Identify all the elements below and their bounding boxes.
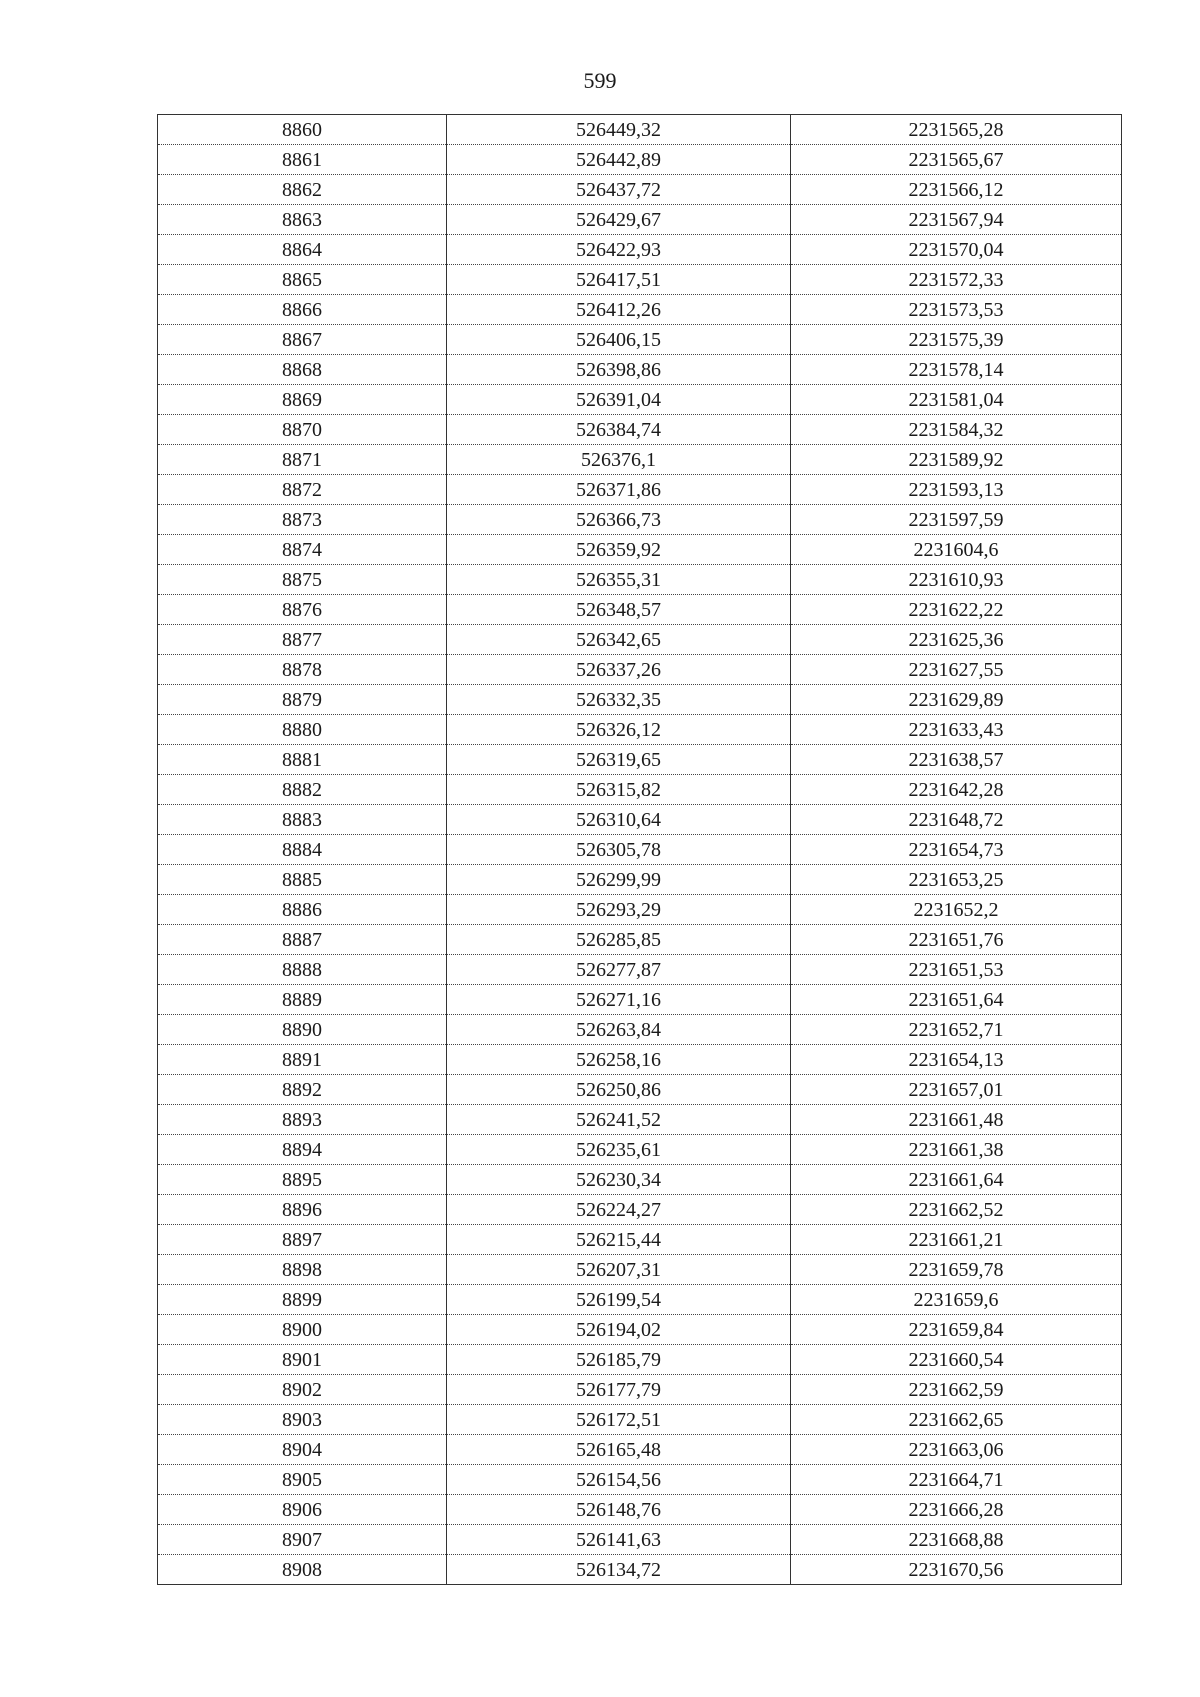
x-coordinate-cell: 526235,61 — [447, 1135, 791, 1165]
x-coordinate-cell: 526315,82 — [447, 775, 791, 805]
table-row — [158, 1555, 1122, 1585]
table-row — [158, 1195, 1122, 1225]
y-coordinate-cell: 2231661,21 — [791, 1225, 1122, 1255]
table-row — [158, 685, 1122, 715]
table-row — [158, 625, 1122, 655]
x-coordinate-cell: 526215,44 — [447, 1225, 791, 1255]
table-row — [158, 235, 1122, 265]
x-coordinate-cell: 526429,67 — [447, 205, 791, 235]
y-coordinate-cell: 2231575,39 — [791, 325, 1122, 355]
x-coordinate-cell: 526371,86 — [447, 475, 791, 505]
point-number-cell: 8860 — [158, 115, 447, 145]
point-number-cell: 8900 — [158, 1315, 447, 1345]
point-number-cell: 8867 — [158, 325, 447, 355]
point-number-cell: 8907 — [158, 1525, 447, 1555]
y-coordinate-cell: 2231625,36 — [791, 625, 1122, 655]
x-coordinate-cell: 526449,32 — [447, 115, 791, 145]
table-row — [158, 1225, 1122, 1255]
point-number-cell: 8905 — [158, 1465, 447, 1495]
coordinates-table — [157, 114, 1122, 1585]
point-number-cell: 8898 — [158, 1255, 447, 1285]
point-number-cell: 8881 — [158, 745, 447, 775]
point-number-cell: 8886 — [158, 895, 447, 925]
x-coordinate-cell: 526348,57 — [447, 595, 791, 625]
table-row — [158, 1135, 1122, 1165]
table-row — [158, 835, 1122, 865]
point-number-cell: 8891 — [158, 1045, 447, 1075]
x-coordinate-cell: 526154,56 — [447, 1465, 791, 1495]
y-coordinate-cell: 2231566,12 — [791, 175, 1122, 205]
y-coordinate-cell: 2231666,28 — [791, 1495, 1122, 1525]
point-number-cell: 8862 — [158, 175, 447, 205]
point-number-cell: 8894 — [158, 1135, 447, 1165]
y-coordinate-cell: 2231654,73 — [791, 835, 1122, 865]
y-coordinate-cell: 2231662,65 — [791, 1405, 1122, 1435]
table-row — [158, 1165, 1122, 1195]
point-number-cell: 8861 — [158, 145, 447, 175]
table-row — [158, 1435, 1122, 1465]
point-number-cell: 8889 — [158, 985, 447, 1015]
point-number-cell: 8902 — [158, 1375, 447, 1405]
x-coordinate-cell: 526355,31 — [447, 565, 791, 595]
x-coordinate-cell: 526207,31 — [447, 1255, 791, 1285]
table-row — [158, 505, 1122, 535]
table-row — [158, 1315, 1122, 1345]
x-coordinate-cell: 526412,26 — [447, 295, 791, 325]
x-coordinate-cell: 526359,92 — [447, 535, 791, 565]
table-row — [158, 865, 1122, 895]
x-coordinate-cell: 526230,34 — [447, 1165, 791, 1195]
point-number-cell: 8869 — [158, 385, 447, 415]
point-number-cell: 8863 — [158, 205, 447, 235]
x-coordinate-cell: 526310,64 — [447, 805, 791, 835]
table-row — [158, 535, 1122, 565]
point-number-cell: 8892 — [158, 1075, 447, 1105]
y-coordinate-cell: 2231581,04 — [791, 385, 1122, 415]
y-coordinate-cell: 2231668,88 — [791, 1525, 1122, 1555]
point-number-cell: 8865 — [158, 265, 447, 295]
x-coordinate-cell: 526271,16 — [447, 985, 791, 1015]
table-row — [158, 1405, 1122, 1435]
y-coordinate-cell: 2231567,94 — [791, 205, 1122, 235]
point-number-cell: 8871 — [158, 445, 447, 475]
y-coordinate-cell: 2231664,71 — [791, 1465, 1122, 1495]
table-row — [158, 175, 1122, 205]
y-coordinate-cell: 2231660,54 — [791, 1345, 1122, 1375]
x-coordinate-cell: 526194,02 — [447, 1315, 791, 1345]
point-number-cell: 8903 — [158, 1405, 447, 1435]
x-coordinate-cell: 526285,85 — [447, 925, 791, 955]
x-coordinate-cell: 526332,35 — [447, 685, 791, 715]
y-coordinate-cell: 2231659,78 — [791, 1255, 1122, 1285]
x-coordinate-cell: 526172,51 — [447, 1405, 791, 1435]
table-row — [158, 1075, 1122, 1105]
point-number-cell: 8878 — [158, 655, 447, 685]
y-coordinate-cell: 2231642,28 — [791, 775, 1122, 805]
table-row — [158, 1015, 1122, 1045]
point-number-cell: 8884 — [158, 835, 447, 865]
y-coordinate-cell: 2231659,84 — [791, 1315, 1122, 1345]
y-coordinate-cell: 2231572,33 — [791, 265, 1122, 295]
x-coordinate-cell: 526258,16 — [447, 1045, 791, 1075]
x-coordinate-cell: 526134,72 — [447, 1555, 791, 1585]
y-coordinate-cell: 2231565,67 — [791, 145, 1122, 175]
x-coordinate-cell: 526177,79 — [447, 1375, 791, 1405]
table-row — [158, 805, 1122, 835]
y-coordinate-cell: 2231651,64 — [791, 985, 1122, 1015]
point-number-cell: 8877 — [158, 625, 447, 655]
table-row — [158, 655, 1122, 685]
point-number-cell: 8893 — [158, 1105, 447, 1135]
point-number-cell: 8870 — [158, 415, 447, 445]
point-number-cell: 8901 — [158, 1345, 447, 1375]
y-coordinate-cell: 2231627,55 — [791, 655, 1122, 685]
y-coordinate-cell: 2231661,64 — [791, 1165, 1122, 1195]
y-coordinate-cell: 2231654,13 — [791, 1045, 1122, 1075]
x-coordinate-cell: 526376,1 — [447, 445, 791, 475]
x-coordinate-cell: 526422,93 — [447, 235, 791, 265]
table-row — [158, 1285, 1122, 1315]
x-coordinate-cell: 526299,99 — [447, 865, 791, 895]
point-number-cell: 8864 — [158, 235, 447, 265]
y-coordinate-cell: 2231662,52 — [791, 1195, 1122, 1225]
y-coordinate-cell: 2231661,38 — [791, 1135, 1122, 1165]
point-number-cell: 8890 — [158, 1015, 447, 1045]
y-coordinate-cell: 2231659,6 — [791, 1285, 1122, 1315]
point-number-cell: 8887 — [158, 925, 447, 955]
x-coordinate-cell: 526224,27 — [447, 1195, 791, 1225]
point-number-cell: 8904 — [158, 1435, 447, 1465]
point-number-cell: 8866 — [158, 295, 447, 325]
table-row — [158, 385, 1122, 415]
point-number-cell: 8895 — [158, 1165, 447, 1195]
table-row — [158, 1345, 1122, 1375]
y-coordinate-cell: 2231651,76 — [791, 925, 1122, 955]
x-coordinate-cell: 526141,63 — [447, 1525, 791, 1555]
y-coordinate-cell: 2231633,43 — [791, 715, 1122, 745]
y-coordinate-cell: 2231622,22 — [791, 595, 1122, 625]
point-number-cell: 8874 — [158, 535, 447, 565]
table-row — [158, 145, 1122, 175]
page-number: 599 — [583, 68, 617, 93]
y-coordinate-cell: 2231653,25 — [791, 865, 1122, 895]
table-row — [158, 1105, 1122, 1135]
x-coordinate-cell: 526366,73 — [447, 505, 791, 535]
y-coordinate-cell: 2231648,72 — [791, 805, 1122, 835]
table-row — [158, 1465, 1122, 1495]
y-coordinate-cell: 2231638,57 — [791, 745, 1122, 775]
table-row — [158, 445, 1122, 475]
table-row — [158, 1525, 1122, 1555]
table-row — [158, 115, 1122, 145]
y-coordinate-cell: 2231573,53 — [791, 295, 1122, 325]
table-row — [158, 1375, 1122, 1405]
y-coordinate-cell: 2231584,32 — [791, 415, 1122, 445]
table-row — [158, 205, 1122, 235]
y-coordinate-cell: 2231565,28 — [791, 115, 1122, 145]
point-number-cell: 8899 — [158, 1285, 447, 1315]
point-number-cell: 8906 — [158, 1495, 447, 1525]
table-row — [158, 595, 1122, 625]
table-row — [158, 265, 1122, 295]
x-coordinate-cell: 526148,76 — [447, 1495, 791, 1525]
point-number-cell: 8896 — [158, 1195, 447, 1225]
table-row — [158, 745, 1122, 775]
y-coordinate-cell: 2231578,14 — [791, 355, 1122, 385]
x-coordinate-cell: 526406,15 — [447, 325, 791, 355]
x-coordinate-cell: 526326,12 — [447, 715, 791, 745]
point-number-cell: 8873 — [158, 505, 447, 535]
y-coordinate-cell: 2231570,04 — [791, 235, 1122, 265]
table-row — [158, 475, 1122, 505]
y-coordinate-cell: 2231662,59 — [791, 1375, 1122, 1405]
y-coordinate-cell: 2231661,48 — [791, 1105, 1122, 1135]
x-coordinate-cell: 526442,89 — [447, 145, 791, 175]
y-coordinate-cell: 2231670,56 — [791, 1555, 1122, 1585]
y-coordinate-cell: 2231610,93 — [791, 565, 1122, 595]
y-coordinate-cell: 2231652,71 — [791, 1015, 1122, 1045]
point-number-cell: 8868 — [158, 355, 447, 385]
x-coordinate-cell: 526417,51 — [447, 265, 791, 295]
x-coordinate-cell: 526263,84 — [447, 1015, 791, 1045]
x-coordinate-cell: 526391,04 — [447, 385, 791, 415]
y-coordinate-cell: 2231589,92 — [791, 445, 1122, 475]
table-row — [158, 775, 1122, 805]
table-row — [158, 1495, 1122, 1525]
x-coordinate-cell: 526165,48 — [447, 1435, 791, 1465]
x-coordinate-cell: 526437,72 — [447, 175, 791, 205]
x-coordinate-cell: 526319,65 — [447, 745, 791, 775]
y-coordinate-cell: 2231593,13 — [791, 475, 1122, 505]
point-number-cell: 8876 — [158, 595, 447, 625]
x-coordinate-cell: 526342,65 — [447, 625, 791, 655]
table-row — [158, 325, 1122, 355]
x-coordinate-cell: 526241,52 — [447, 1105, 791, 1135]
table-row — [158, 415, 1122, 445]
point-number-cell: 8897 — [158, 1225, 447, 1255]
y-coordinate-cell: 2231657,01 — [791, 1075, 1122, 1105]
x-coordinate-cell: 526199,54 — [447, 1285, 791, 1315]
point-number-cell: 8879 — [158, 685, 447, 715]
table-row — [158, 355, 1122, 385]
point-number-cell: 8885 — [158, 865, 447, 895]
table-row — [158, 985, 1122, 1015]
x-coordinate-cell: 526398,86 — [447, 355, 791, 385]
coordinates-table-body — [158, 115, 1122, 1585]
point-number-cell: 8880 — [158, 715, 447, 745]
point-number-cell: 8875 — [158, 565, 447, 595]
table-row — [158, 955, 1122, 985]
x-coordinate-cell: 526337,26 — [447, 655, 791, 685]
y-coordinate-cell: 2231652,2 — [791, 895, 1122, 925]
x-coordinate-cell: 526185,79 — [447, 1345, 791, 1375]
table-row — [158, 1045, 1122, 1075]
table-row — [158, 925, 1122, 955]
y-coordinate-cell: 2231651,53 — [791, 955, 1122, 985]
x-coordinate-cell: 526305,78 — [447, 835, 791, 865]
x-coordinate-cell: 526277,87 — [447, 955, 791, 985]
y-coordinate-cell: 2231629,89 — [791, 685, 1122, 715]
point-number-cell: 8872 — [158, 475, 447, 505]
table-row — [158, 1255, 1122, 1285]
x-coordinate-cell: 526293,29 — [447, 895, 791, 925]
x-coordinate-cell: 526250,86 — [447, 1075, 791, 1105]
x-coordinate-cell: 526384,74 — [447, 415, 791, 445]
y-coordinate-cell: 2231597,59 — [791, 505, 1122, 535]
table-row — [158, 295, 1122, 325]
y-coordinate-cell: 2231604,6 — [791, 535, 1122, 565]
y-coordinate-cell: 2231663,06 — [791, 1435, 1122, 1465]
point-number-cell: 8888 — [158, 955, 447, 985]
point-number-cell: 8883 — [158, 805, 447, 835]
table-row — [158, 895, 1122, 925]
table-row — [158, 565, 1122, 595]
point-number-cell: 8908 — [158, 1555, 447, 1585]
point-number-cell: 8882 — [158, 775, 447, 805]
table-row — [158, 715, 1122, 745]
